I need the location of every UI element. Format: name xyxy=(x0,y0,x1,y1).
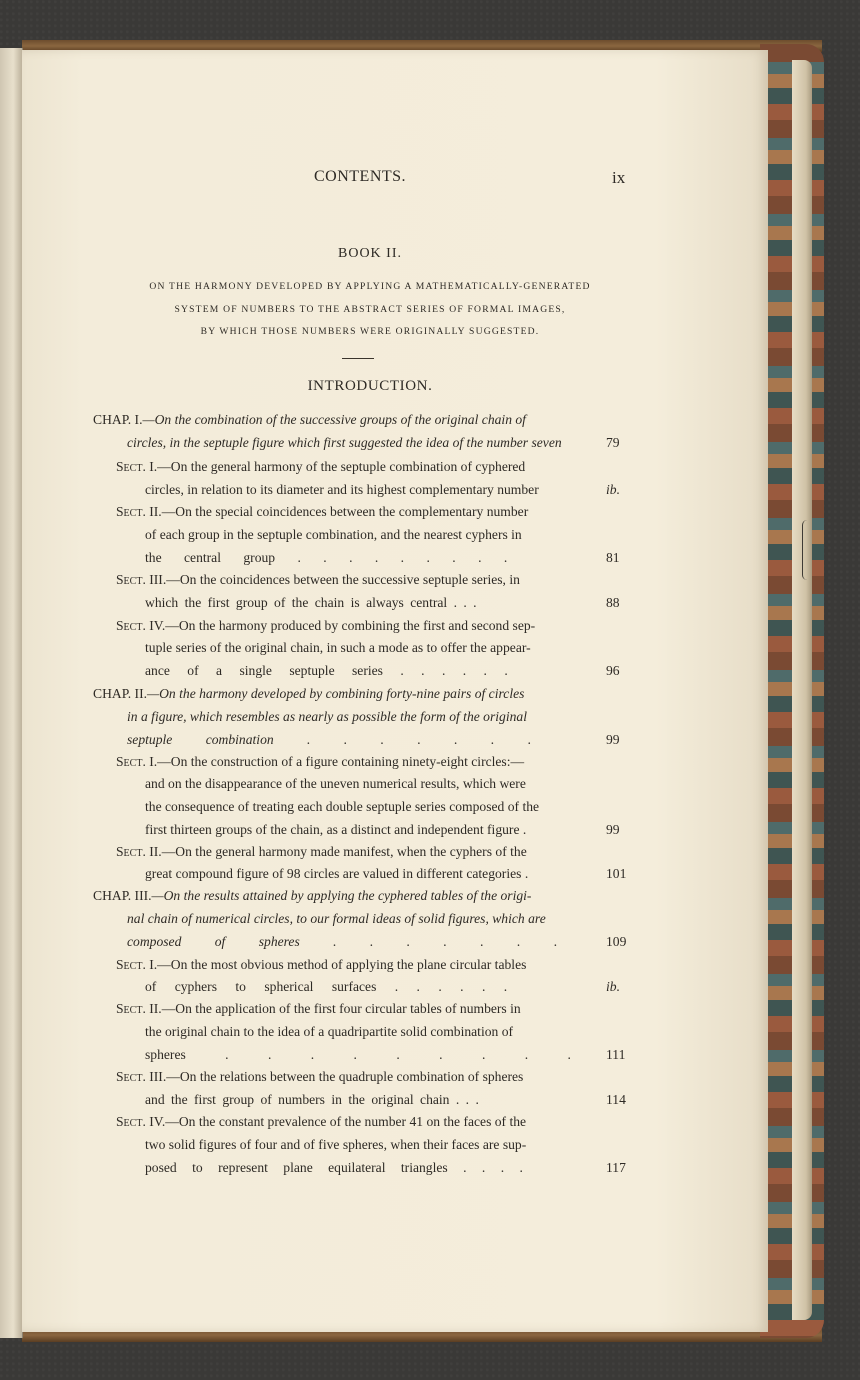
book-subtitle-line: SYSTEM OF NUMBERS TO THE ABSTRACT SERIES OF FORMAL IMAGES, xyxy=(174,304,566,315)
page-edge-mark xyxy=(802,520,807,580)
facing-page-edge xyxy=(0,48,23,1338)
running-head xyxy=(0,168,860,190)
toc-entry-line: Sect. I.—On the construction of a figure containing ninety-eight circles:— xyxy=(116,754,525,769)
toc-entry-line: posed to represent plane equilateral triangles . . . . xyxy=(145,1160,523,1175)
toc-entry-line: and on the disappearance of the uneven numerical results, which were xyxy=(145,776,526,791)
toc-entry-line: CHAP. I.—On the combination of the successive groups of the original chain of xyxy=(93,412,526,427)
toc-entry-line: circles, in the septuple figure which first suggested the idea of the number seven xyxy=(127,435,562,450)
toc-page-ref: 81 xyxy=(606,550,620,565)
divider-rule xyxy=(342,358,374,359)
toc-page-ref: 96 xyxy=(606,663,620,678)
toc-entry-line: of each group in the septuple combination, and the nearest cyphers in xyxy=(145,527,522,542)
toc-entry-line: two solid figures of four and of five spheres, when their faces are sup- xyxy=(145,1137,527,1152)
toc-entry-line: Sect. III.—On the relations between the quadruple combination of spheres xyxy=(116,1069,524,1084)
toc-page-ref: ib. xyxy=(606,482,620,497)
toc-entry-line: Sect. I.—On the most obvious method of applying the plane circular tables xyxy=(116,957,527,972)
toc-entry-line: Sect. II.—On the general harmony made manifest, when the cyphers of the xyxy=(116,844,527,859)
toc-page-ref: 101 xyxy=(606,866,627,881)
toc-entry-line: septuple combination . . . . . . . xyxy=(127,732,532,747)
toc-page-ref: 88 xyxy=(606,595,620,610)
toc-entry-line: ance of a single septuple series . . . . . . xyxy=(145,663,508,678)
running-head-title: CONTENTS. xyxy=(314,168,407,185)
toc-entry-line: Sect. II.—On the special coincidences between the complementary number xyxy=(116,504,529,519)
toc-page-ref: 99 xyxy=(606,822,620,837)
toc-entry-line: CHAP. II.—On the harmony developed by combining forty-nine pairs of circles xyxy=(93,686,525,701)
toc-entry-line: which the first group of the chain is always central . . . xyxy=(145,595,477,610)
toc-entry-line: composed of spheres . . . . . . . xyxy=(127,934,558,949)
toc-entry-line: Sect. III.—On the coincidences between the successive septuple series, in xyxy=(116,572,520,587)
toc-entry-line: Sect. IV.—On the constant prevalence of the number 41 on the faces of the xyxy=(116,1114,527,1129)
book-subtitle-line: ON THE HARMONY DEVELOPED BY APPLYING A MATHEMATICALLY-GENERATED xyxy=(149,281,591,292)
toc-entry-line: Sect. IV.—On the harmony produced by combining the first and second sep- xyxy=(116,618,536,633)
toc-entry-line: the central group . . . . . . . . . xyxy=(145,550,508,565)
toc-page-ref: 79 xyxy=(606,435,620,450)
toc-entry-line: Sect. II.—On the application of the first four circular tables of numbers in xyxy=(116,1001,521,1016)
toc-page-ref: ib. xyxy=(606,979,620,994)
toc-entry-line: spheres . . . . . . . . . xyxy=(145,1047,571,1062)
toc-entry-line: nal chain of numerical circles, to our formal ideas of solid figures, which are xyxy=(127,911,546,926)
toc-entry-line: of cyphers to spherical surfaces . . . . . . xyxy=(145,979,508,994)
toc-entry-line: in a figure, which resembles as nearly as possible the form of the original xyxy=(127,709,527,724)
toc-page-ref: 114 xyxy=(606,1092,626,1107)
book-subtitle-line: BY WHICH THOSE NUMBERS WERE ORIGINALLY SUGGESTED. xyxy=(200,326,540,337)
toc-entry-line: CHAP. III.—On the results attained by applying the cyphered tables of the origi- xyxy=(93,888,532,903)
toc-entry-line: and the first group of numbers in the original chain . . . xyxy=(145,1092,479,1107)
toc-entry-line: the original chain to the idea of a quadripartite solid combination of xyxy=(145,1024,514,1039)
toc-page-ref: 111 xyxy=(606,1047,626,1062)
introduction-heading: INTRODUCTION. xyxy=(307,378,433,394)
toc-entry-line: great compound figure of 98 circles are valued in different categories . xyxy=(145,866,529,881)
book-title: BOOK II. xyxy=(338,246,402,261)
toc-entry-line: tuple series of the original chain, in such a mode as to offer the appear- xyxy=(145,640,531,655)
toc-entry-line: the consequence of treating each double septuple series composed of the xyxy=(145,799,540,814)
toc-page-ref: 117 xyxy=(606,1160,626,1175)
toc-entry-line: first thirteen groups of the chain, as a distinct and independent figure . xyxy=(145,822,527,837)
page-number: ix xyxy=(612,168,626,187)
toc-entry-line: Sect. I.—On the general harmony of the septuple combination of cyphered xyxy=(116,459,526,474)
toc-page-ref: 99 xyxy=(606,732,620,747)
toc-entry-line: circles, in relation to its diameter and its highest complementary number xyxy=(145,482,539,497)
page-edge-stack xyxy=(792,60,812,1320)
toc-page-ref: 109 xyxy=(606,934,627,949)
